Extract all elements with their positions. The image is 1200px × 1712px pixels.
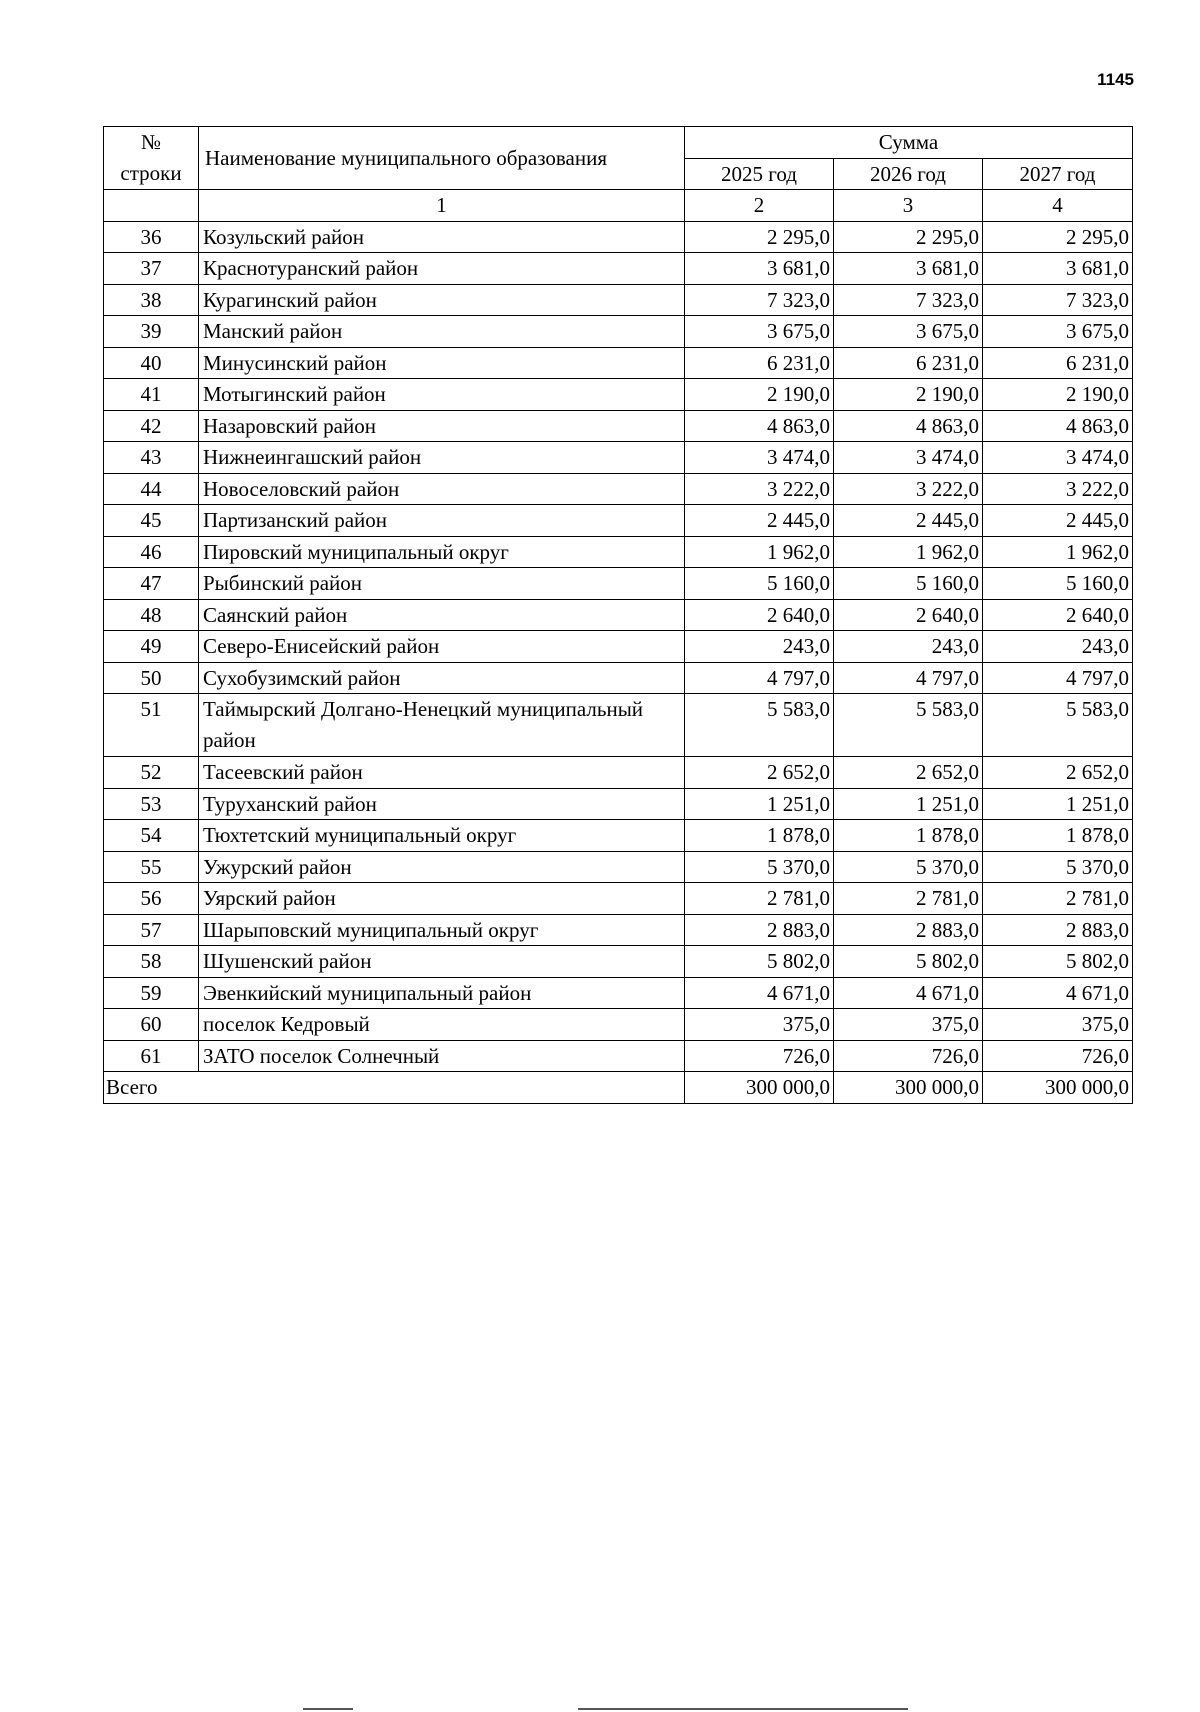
amount-2027: 2 295,0: [983, 221, 1133, 253]
amount-2026: 3 681,0: [834, 253, 983, 285]
row-number: 39: [104, 316, 199, 348]
column-index: 4: [983, 190, 1133, 222]
amount-2026: 5 370,0: [834, 851, 983, 883]
amount-2027: 3 222,0: [983, 473, 1133, 505]
table-row: [104, 442, 1133, 474]
table-row: [104, 1040, 1133, 1072]
table-row: [104, 694, 1133, 757]
table-row: [104, 410, 1133, 442]
row-number: 51: [104, 694, 199, 757]
year-header-2025: 2025 год: [685, 158, 834, 190]
amount-2025: 726,0: [685, 1040, 834, 1072]
row-number: 38: [104, 284, 199, 316]
table-row: [104, 914, 1133, 946]
table-row: [104, 599, 1133, 631]
table-row: [104, 473, 1133, 505]
table-row: [104, 505, 1133, 537]
amount-2027: 2 190,0: [983, 379, 1133, 411]
amount-2027: 4 671,0: [983, 977, 1133, 1009]
total-row: [104, 1072, 1133, 1104]
municipality-name: Северо-Енисейский район: [199, 631, 685, 663]
row-number: 56: [104, 883, 199, 915]
row-number: 60: [104, 1009, 199, 1041]
amount-2025: 3 681,0: [685, 253, 834, 285]
table-row: [104, 284, 1133, 316]
year-header-2026: 2026 год: [834, 158, 983, 190]
municipality-name: поселок Кедровый: [199, 1009, 685, 1041]
total-2026: 300 000,0: [834, 1072, 983, 1104]
row-number-header-line2: строки: [120, 161, 182, 185]
amount-2027: 3 681,0: [983, 253, 1133, 285]
municipality-name: Рыбинский район: [199, 568, 685, 600]
amount-2026: 2 781,0: [834, 883, 983, 915]
amount-2026: 1 878,0: [834, 820, 983, 852]
amount-2025: 3 474,0: [685, 442, 834, 474]
amount-2027: 4 797,0: [983, 662, 1133, 694]
table-row: [104, 662, 1133, 694]
row-number: 49: [104, 631, 199, 663]
amount-2026: 7 323,0: [834, 284, 983, 316]
amount-2025: 3 675,0: [685, 316, 834, 348]
municipality-name: Манский район: [199, 316, 685, 348]
amount-2025: 2 640,0: [685, 599, 834, 631]
amount-2025: 2 190,0: [685, 379, 834, 411]
amount-2027: 2 883,0: [983, 914, 1133, 946]
amount-2027: 2 445,0: [983, 505, 1133, 537]
table-row: [104, 221, 1133, 253]
amount-2026: 726,0: [834, 1040, 983, 1072]
amount-2027: 1 962,0: [983, 536, 1133, 568]
municipality-name: Краснотуранский район: [199, 253, 685, 285]
column-index: 2: [685, 190, 834, 222]
row-number: 61: [104, 1040, 199, 1072]
amount-2027: 243,0: [983, 631, 1133, 663]
amount-2025: 2 883,0: [685, 914, 834, 946]
amount-2025: 6 231,0: [685, 347, 834, 379]
amount-2027: 4 863,0: [983, 410, 1133, 442]
year-header-2027: 2027 год: [983, 158, 1133, 190]
table-row: [104, 977, 1133, 1009]
row-number-header: [104, 127, 199, 190]
amount-2025: 5 160,0: [685, 568, 834, 600]
total-2027: 300 000,0: [983, 1072, 1133, 1104]
table-row: [104, 631, 1133, 663]
amount-2025: 4 797,0: [685, 662, 834, 694]
row-number: 42: [104, 410, 199, 442]
amount-2026: 5 583,0: [834, 694, 983, 757]
row-number: 41: [104, 379, 199, 411]
table-row: [104, 536, 1133, 568]
table-row: [104, 946, 1133, 978]
table-row: [104, 820, 1133, 852]
municipality-name: Уярский район: [199, 883, 685, 915]
amount-2025: 5 370,0: [685, 851, 834, 883]
amount-2026: 1 251,0: [834, 788, 983, 820]
column-index-row: [104, 190, 1133, 222]
municipality-name: ЗАТО поселок Солнечный: [199, 1040, 685, 1072]
row-number: 36: [104, 221, 199, 253]
municipality-name: Нижнеингашский район: [199, 442, 685, 474]
amount-2027: 5 802,0: [983, 946, 1133, 978]
amount-2025: 1 251,0: [685, 788, 834, 820]
table-row: [104, 1009, 1133, 1041]
row-number: 59: [104, 977, 199, 1009]
amount-2026: 2 295,0: [834, 221, 983, 253]
amount-2025: 2 652,0: [685, 757, 834, 789]
table-row: [104, 851, 1133, 883]
amount-2026: 5 160,0: [834, 568, 983, 600]
amount-2026: 2 445,0: [834, 505, 983, 537]
amount-2026: 4 671,0: [834, 977, 983, 1009]
page-number: 1145: [1097, 70, 1134, 89]
amount-2027: 5 583,0: [983, 694, 1133, 757]
row-number-header-line1: №: [140, 130, 162, 154]
amount-2026: 6 231,0: [834, 347, 983, 379]
row-number: 52: [104, 757, 199, 789]
municipality-name: Козульский район: [199, 221, 685, 253]
amount-2025: 1 962,0: [685, 536, 834, 568]
amount-2025: 7 323,0: [685, 284, 834, 316]
table-row: [104, 379, 1133, 411]
amount-2026: 2 640,0: [834, 599, 983, 631]
amount-2027: 2 781,0: [983, 883, 1133, 915]
row-number: 37: [104, 253, 199, 285]
table-row: [104, 757, 1133, 789]
municipality-name: Тасеевский район: [199, 757, 685, 789]
row-number: 50: [104, 662, 199, 694]
municipality-name: Назаровский район: [199, 410, 685, 442]
amount-2025: 2 445,0: [685, 505, 834, 537]
budget-table: [103, 126, 1133, 1104]
amount-2025: 4 671,0: [685, 977, 834, 1009]
municipality-name: Эвенкийский муниципальный район: [199, 977, 685, 1009]
row-number: 45: [104, 505, 199, 537]
amount-2027: 7 323,0: [983, 284, 1133, 316]
row-number: 57: [104, 914, 199, 946]
municipality-name: Новоселовский район: [199, 473, 685, 505]
amount-2026: 1 962,0: [834, 536, 983, 568]
municipality-name: Таймырский Долгано-Ненецкий муниципальный район: [199, 694, 685, 757]
table-row: [104, 788, 1133, 820]
municipality-name: Тюхтетский муниципальный округ: [199, 820, 685, 852]
column-index: 1: [199, 190, 685, 222]
amount-2025: 2 781,0: [685, 883, 834, 915]
amount-2025: 3 222,0: [685, 473, 834, 505]
amount-2025: 375,0: [685, 1009, 834, 1041]
row-number: 53: [104, 788, 199, 820]
municipality-name: Партизанский район: [199, 505, 685, 537]
amount-2027: 1 878,0: [983, 820, 1133, 852]
row-number: 54: [104, 820, 199, 852]
amount-2026: 375,0: [834, 1009, 983, 1041]
amount-2025: 1 878,0: [685, 820, 834, 852]
municipality-name: Саянский район: [199, 599, 685, 631]
table-body: [104, 221, 1133, 1072]
amount-2027: 3 474,0: [983, 442, 1133, 474]
name-header: Наименование муниципального образования: [199, 127, 685, 190]
amount-2027: 5 370,0: [983, 851, 1133, 883]
footer-line: [303, 1708, 353, 1710]
amount-2025: 5 802,0: [685, 946, 834, 978]
municipality-name: Пировский муниципальный округ: [199, 536, 685, 568]
sum-header: Сумма: [685, 127, 1133, 159]
row-number: 43: [104, 442, 199, 474]
municipality-name: Минусинский район: [199, 347, 685, 379]
amount-2026: 3 222,0: [834, 473, 983, 505]
amount-2027: 726,0: [983, 1040, 1133, 1072]
row-number: 48: [104, 599, 199, 631]
amount-2027: 5 160,0: [983, 568, 1133, 600]
amount-2026: 2 652,0: [834, 757, 983, 789]
footer-line: [578, 1708, 908, 1710]
amount-2026: 5 802,0: [834, 946, 983, 978]
amount-2027: 2 652,0: [983, 757, 1133, 789]
table-row: [104, 568, 1133, 600]
row-number: 46: [104, 536, 199, 568]
municipality-name: Шушенский район: [199, 946, 685, 978]
table-row: [104, 316, 1133, 348]
municipality-name: Шарыповский муниципальный округ: [199, 914, 685, 946]
table-row: [104, 883, 1133, 915]
amount-2026: 4 797,0: [834, 662, 983, 694]
municipality-name: Сухобузимский район: [199, 662, 685, 694]
amount-2025: 5 583,0: [685, 694, 834, 757]
row-number: 40: [104, 347, 199, 379]
column-index: [104, 190, 199, 222]
column-index: 3: [834, 190, 983, 222]
total-2025: 300 000,0: [685, 1072, 834, 1104]
amount-2027: 6 231,0: [983, 347, 1133, 379]
row-number: 55: [104, 851, 199, 883]
amount-2025: 4 863,0: [685, 410, 834, 442]
amount-2027: 3 675,0: [983, 316, 1133, 348]
municipality-name: Ужурский район: [199, 851, 685, 883]
amount-2026: 243,0: [834, 631, 983, 663]
amount-2027: 2 640,0: [983, 599, 1133, 631]
row-number: 47: [104, 568, 199, 600]
amount-2026: 2 883,0: [834, 914, 983, 946]
amount-2027: 375,0: [983, 1009, 1133, 1041]
amount-2025: 243,0: [685, 631, 834, 663]
amount-2025: 2 295,0: [685, 221, 834, 253]
table-row: [104, 347, 1133, 379]
row-number: 44: [104, 473, 199, 505]
municipality-name: Курагинский район: [199, 284, 685, 316]
amount-2026: 2 190,0: [834, 379, 983, 411]
amount-2027: 1 251,0: [983, 788, 1133, 820]
amount-2026: 3 675,0: [834, 316, 983, 348]
municipality-name: Мотыгинский район: [199, 379, 685, 411]
amount-2026: 4 863,0: [834, 410, 983, 442]
amount-2026: 3 474,0: [834, 442, 983, 474]
municipality-name: Туруханский район: [199, 788, 685, 820]
row-number: 58: [104, 946, 199, 978]
table-row: [104, 253, 1133, 285]
total-label: Всего: [104, 1072, 685, 1104]
